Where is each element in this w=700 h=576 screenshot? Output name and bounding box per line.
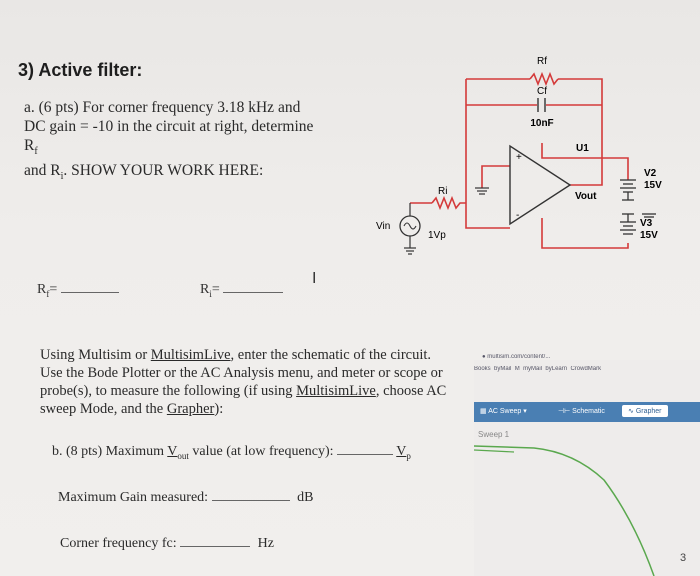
bookmarks-bar xyxy=(474,366,700,372)
ri-answer-field[interactable]: $R_i=$ xyxy=(200,282,283,299)
sweep-icon: ▦ xyxy=(480,408,487,415)
ri-blank xyxy=(223,291,283,293)
grapher-tab[interactable]: ∿ Grapher xyxy=(622,405,668,417)
vin-label: Vin xyxy=(376,221,391,232)
bookmark-crowdmark[interactable]: CrowdMark xyxy=(570,366,602,372)
instruction-line-3: probe(s), to measure the following (if using MultisimLive, choose AC xyxy=(40,383,447,399)
text-cursor-icon: I xyxy=(312,270,317,287)
rf-answer-field[interactable]: $R_f=$ xyxy=(37,282,119,299)
sweep-label: Sweep 1 xyxy=(478,430,510,439)
rf-label: Rf xyxy=(537,56,547,67)
rf-resistor xyxy=(530,74,558,84)
corner-blank xyxy=(180,545,250,547)
instructions-paragraph xyxy=(40,346,470,418)
chevron-down-icon: ▾ xyxy=(523,408,527,415)
gain-question[interactable]: Maximum Gain measured: dB xyxy=(58,490,314,505)
instruction-line-1: Using Multisim or MultisimLive, enter the schematic of the circuit. xyxy=(40,347,432,363)
vout-label: Vout xyxy=(575,191,597,202)
problem-heading: 3) Active filter: xyxy=(18,60,143,80)
part-b-question[interactable]: b. (8 pts) Maximum $V_{out}$ value (at low frequency): $V_p$ xyxy=(52,444,411,461)
v3-wire xyxy=(542,228,628,248)
part-a-line-1: a. (6 pts) For corner frequency 3.18 kHz and xyxy=(24,99,301,116)
ground-icon xyxy=(404,188,489,254)
v3-label: V3 xyxy=(640,218,653,229)
v3-value-label: 15V xyxy=(640,230,658,241)
noninv-wire xyxy=(482,166,510,188)
schematic-tab[interactable]: ⊣⊢ Schematic xyxy=(558,408,605,415)
url-bar[interactable]: ● multisim.com/content/... xyxy=(482,354,551,360)
multisim-toolbar xyxy=(474,402,700,422)
graph-icon: ∿ xyxy=(628,408,634,415)
cf-label: Cf xyxy=(537,86,547,97)
v2-label: V2 xyxy=(644,168,657,179)
rf-blank xyxy=(61,291,119,293)
gain-blank xyxy=(212,499,290,501)
cap-value-label: 10nF xyxy=(530,118,554,129)
bookmark-mymail[interactable]: myMail xyxy=(523,366,543,372)
v2-value-label: 15V xyxy=(644,180,662,191)
part-a-text xyxy=(24,98,324,186)
bookmark-books[interactable]: Books xyxy=(474,366,491,372)
minus-label: - xyxy=(516,210,520,221)
rf-wire-right xyxy=(558,79,602,143)
vout-blank xyxy=(337,453,393,455)
ri-label: Ri xyxy=(438,186,448,197)
plus-label: + xyxy=(516,152,522,163)
corner-question[interactable]: Corner frequency fc: Hz xyxy=(60,536,274,551)
part-a-line-3: and $R_i$. SHOW YOUR WORK HERE: xyxy=(24,162,264,183)
ri-resistor xyxy=(432,198,466,208)
grapher-plot xyxy=(474,440,700,576)
instruction-line-2: Use the Bode Plotter or the AC Analysis menu, and meter or scope or xyxy=(40,365,443,381)
schematic-icon: ⊣⊢ xyxy=(558,408,571,415)
v2-wire xyxy=(542,154,628,180)
bode-curve xyxy=(474,446,654,576)
bookmark-m[interactable]: M xyxy=(514,366,520,372)
multisim-window xyxy=(474,354,700,576)
ac-sweep-dropdown[interactable]: ▦ AC Sweep ▾ xyxy=(480,408,527,415)
source-label: 1Vp xyxy=(428,230,446,241)
bookmark-bylearn[interactable]: byLearn xyxy=(545,366,568,372)
circuit-schematic xyxy=(370,48,700,278)
globe-icon: ● xyxy=(482,354,486,360)
part-a-line-2: DC gain = -10 in the circuit at right, determine $R_f$ xyxy=(24,118,314,158)
page-number: 3 xyxy=(680,552,687,564)
inverting-input-wire xyxy=(466,143,510,228)
instruction-line-4: sweep Mode, and the Grapher): xyxy=(40,401,224,417)
u1-label: U1 xyxy=(576,143,589,154)
bookmark-bymail[interactable]: byMail xyxy=(494,366,512,372)
